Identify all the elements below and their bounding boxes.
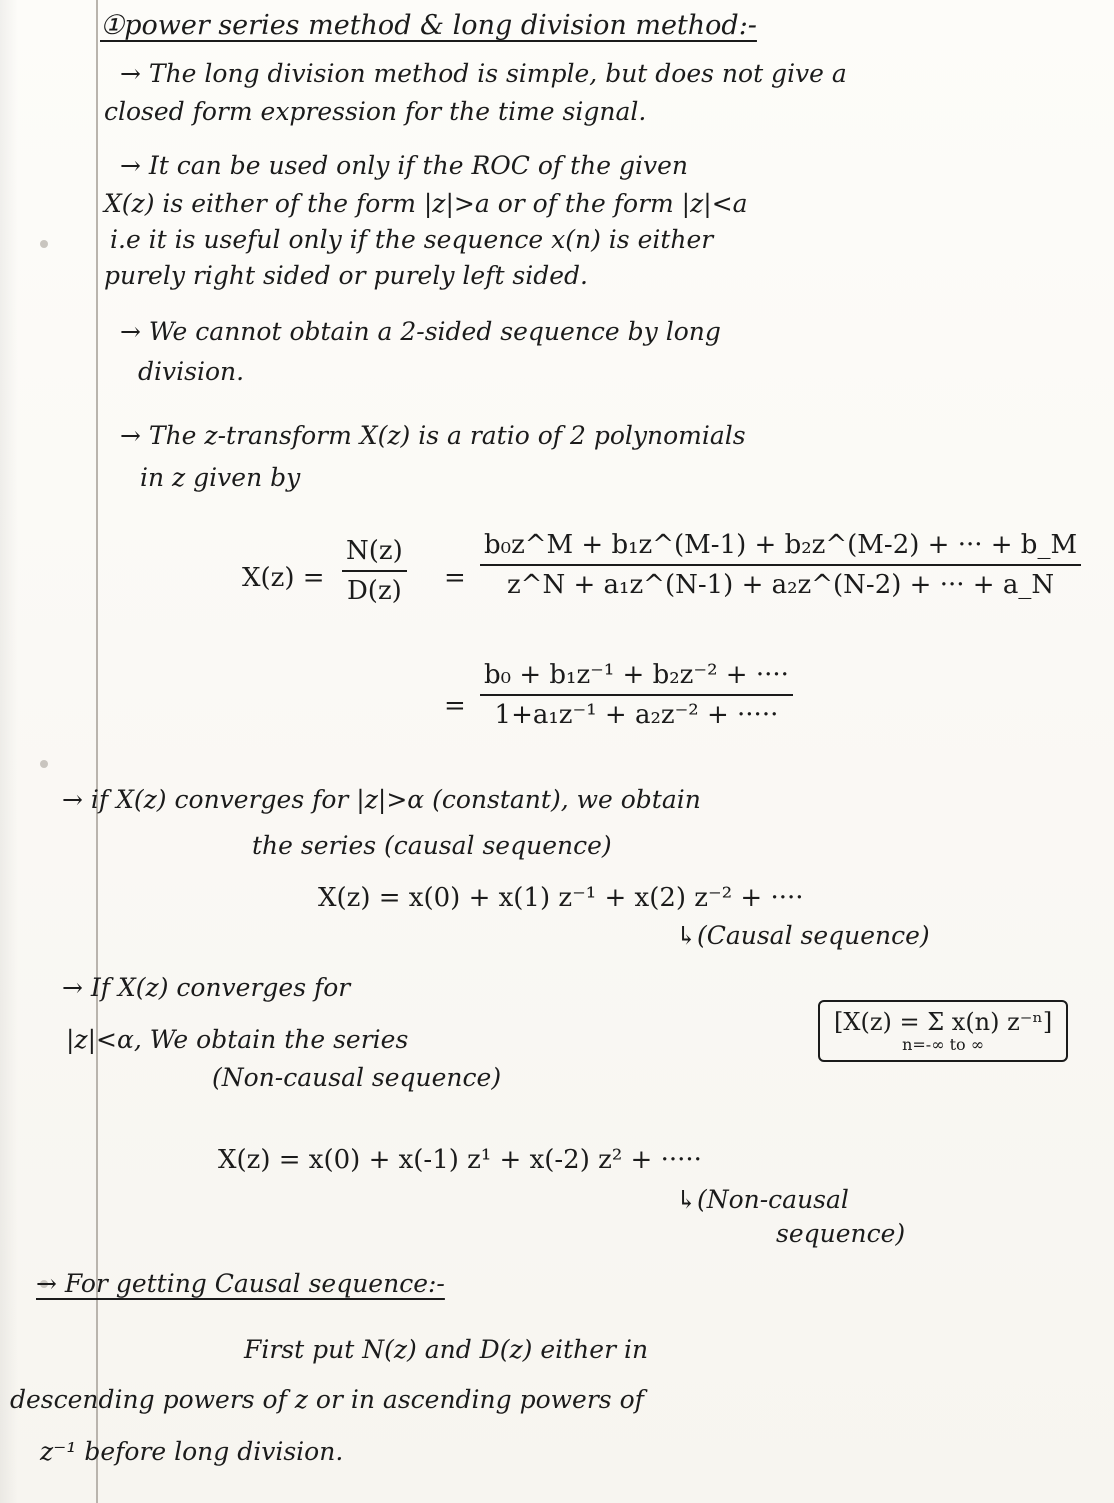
fraction-numerator: N(z) [346, 536, 403, 566]
text-line: → If X(z) converges for [62, 973, 351, 1002]
page-title: ①power series method & long division method:- [100, 10, 757, 41]
text-line: → if X(z) converges for |z|>α (constant), we obtain [62, 785, 701, 814]
noncausal-note: ↳(Non-causal [676, 1185, 849, 1214]
noncausal-series-equation: X(z) = x(0) + x(-1) z¹ + x(-2) z² + ····· [218, 1145, 702, 1175]
text-line: (Non-causal sequence) [212, 1063, 502, 1092]
summation-formula: [X(z) = Σ x(n) z⁻ⁿ] [834, 1008, 1053, 1036]
text-line: |z|<α, We obtain the series [66, 1025, 409, 1054]
text-line: → We cannot obtain a 2-sided sequence by long [120, 317, 721, 346]
fraction-bar [480, 694, 793, 696]
text-line: X(z) is either of the form |z|>a or of the form |z|<a [104, 189, 748, 218]
section-heading: → For getting Causal sequence:- [36, 1269, 445, 1298]
equals-sign: = [444, 691, 466, 721]
equation-lhs: X(z) = [242, 563, 325, 593]
fraction-numerator: b₀ + b₁z⁻¹ + b₂z⁻² + ···· [484, 660, 789, 690]
text-line: in z given by [140, 463, 301, 492]
text-line: → It can be used only if the ROC of the given [120, 151, 688, 180]
text-line: division. [138, 357, 245, 386]
noncausal-note: sequence) [776, 1219, 906, 1248]
text-line: → The long division method is simple, but does not give a [120, 59, 847, 88]
binder-hole [40, 240, 48, 248]
fraction-denominator: z^N + a₁z^(N-1) + a₂z^(N-2) + ··· + a_N [506, 570, 1055, 600]
summation-limits: n=-∞ to ∞ [902, 1035, 985, 1054]
text-line: z⁻¹ before long division. [40, 1437, 344, 1466]
fraction-numerator: b₀z^M + b₁z^(M-1) + b₂z^(M-2) + ··· + b_M [484, 530, 1078, 560]
text-line: closed form expression for the time signal. [104, 97, 647, 126]
fraction-denominator: D(z) [346, 576, 402, 606]
fraction-bar [342, 570, 407, 572]
text-line: purely right sided or purely left sided. [104, 261, 589, 290]
fraction-bar [480, 564, 1081, 566]
text-line: the series (causal sequence) [252, 831, 612, 860]
causal-note: ↳(Causal sequence) [676, 921, 930, 950]
summation-bracket [818, 1000, 1068, 1062]
equals-sign: = [444, 563, 466, 593]
fraction-denominator: 1+a₁z⁻¹ + a₂z⁻² + ····· [494, 700, 779, 730]
text-line: → The z-transform X(z) is a ratio of 2 polynomials [120, 421, 746, 450]
fraction-negative-powers [480, 660, 793, 730]
text-line: i.e it is useful only if the sequence x(n) is either [110, 225, 714, 254]
text-line: descending powers of z or in ascending powers of [10, 1385, 644, 1414]
binder-hole [40, 760, 48, 768]
causal-series-equation: X(z) = x(0) + x(1) z⁻¹ + x(2) z⁻² + ···· [318, 883, 804, 913]
fraction-polynomials [480, 530, 1081, 600]
text-line: First put N(z) and D(z) either in [244, 1335, 649, 1364]
fraction-n-over-d [342, 536, 407, 606]
